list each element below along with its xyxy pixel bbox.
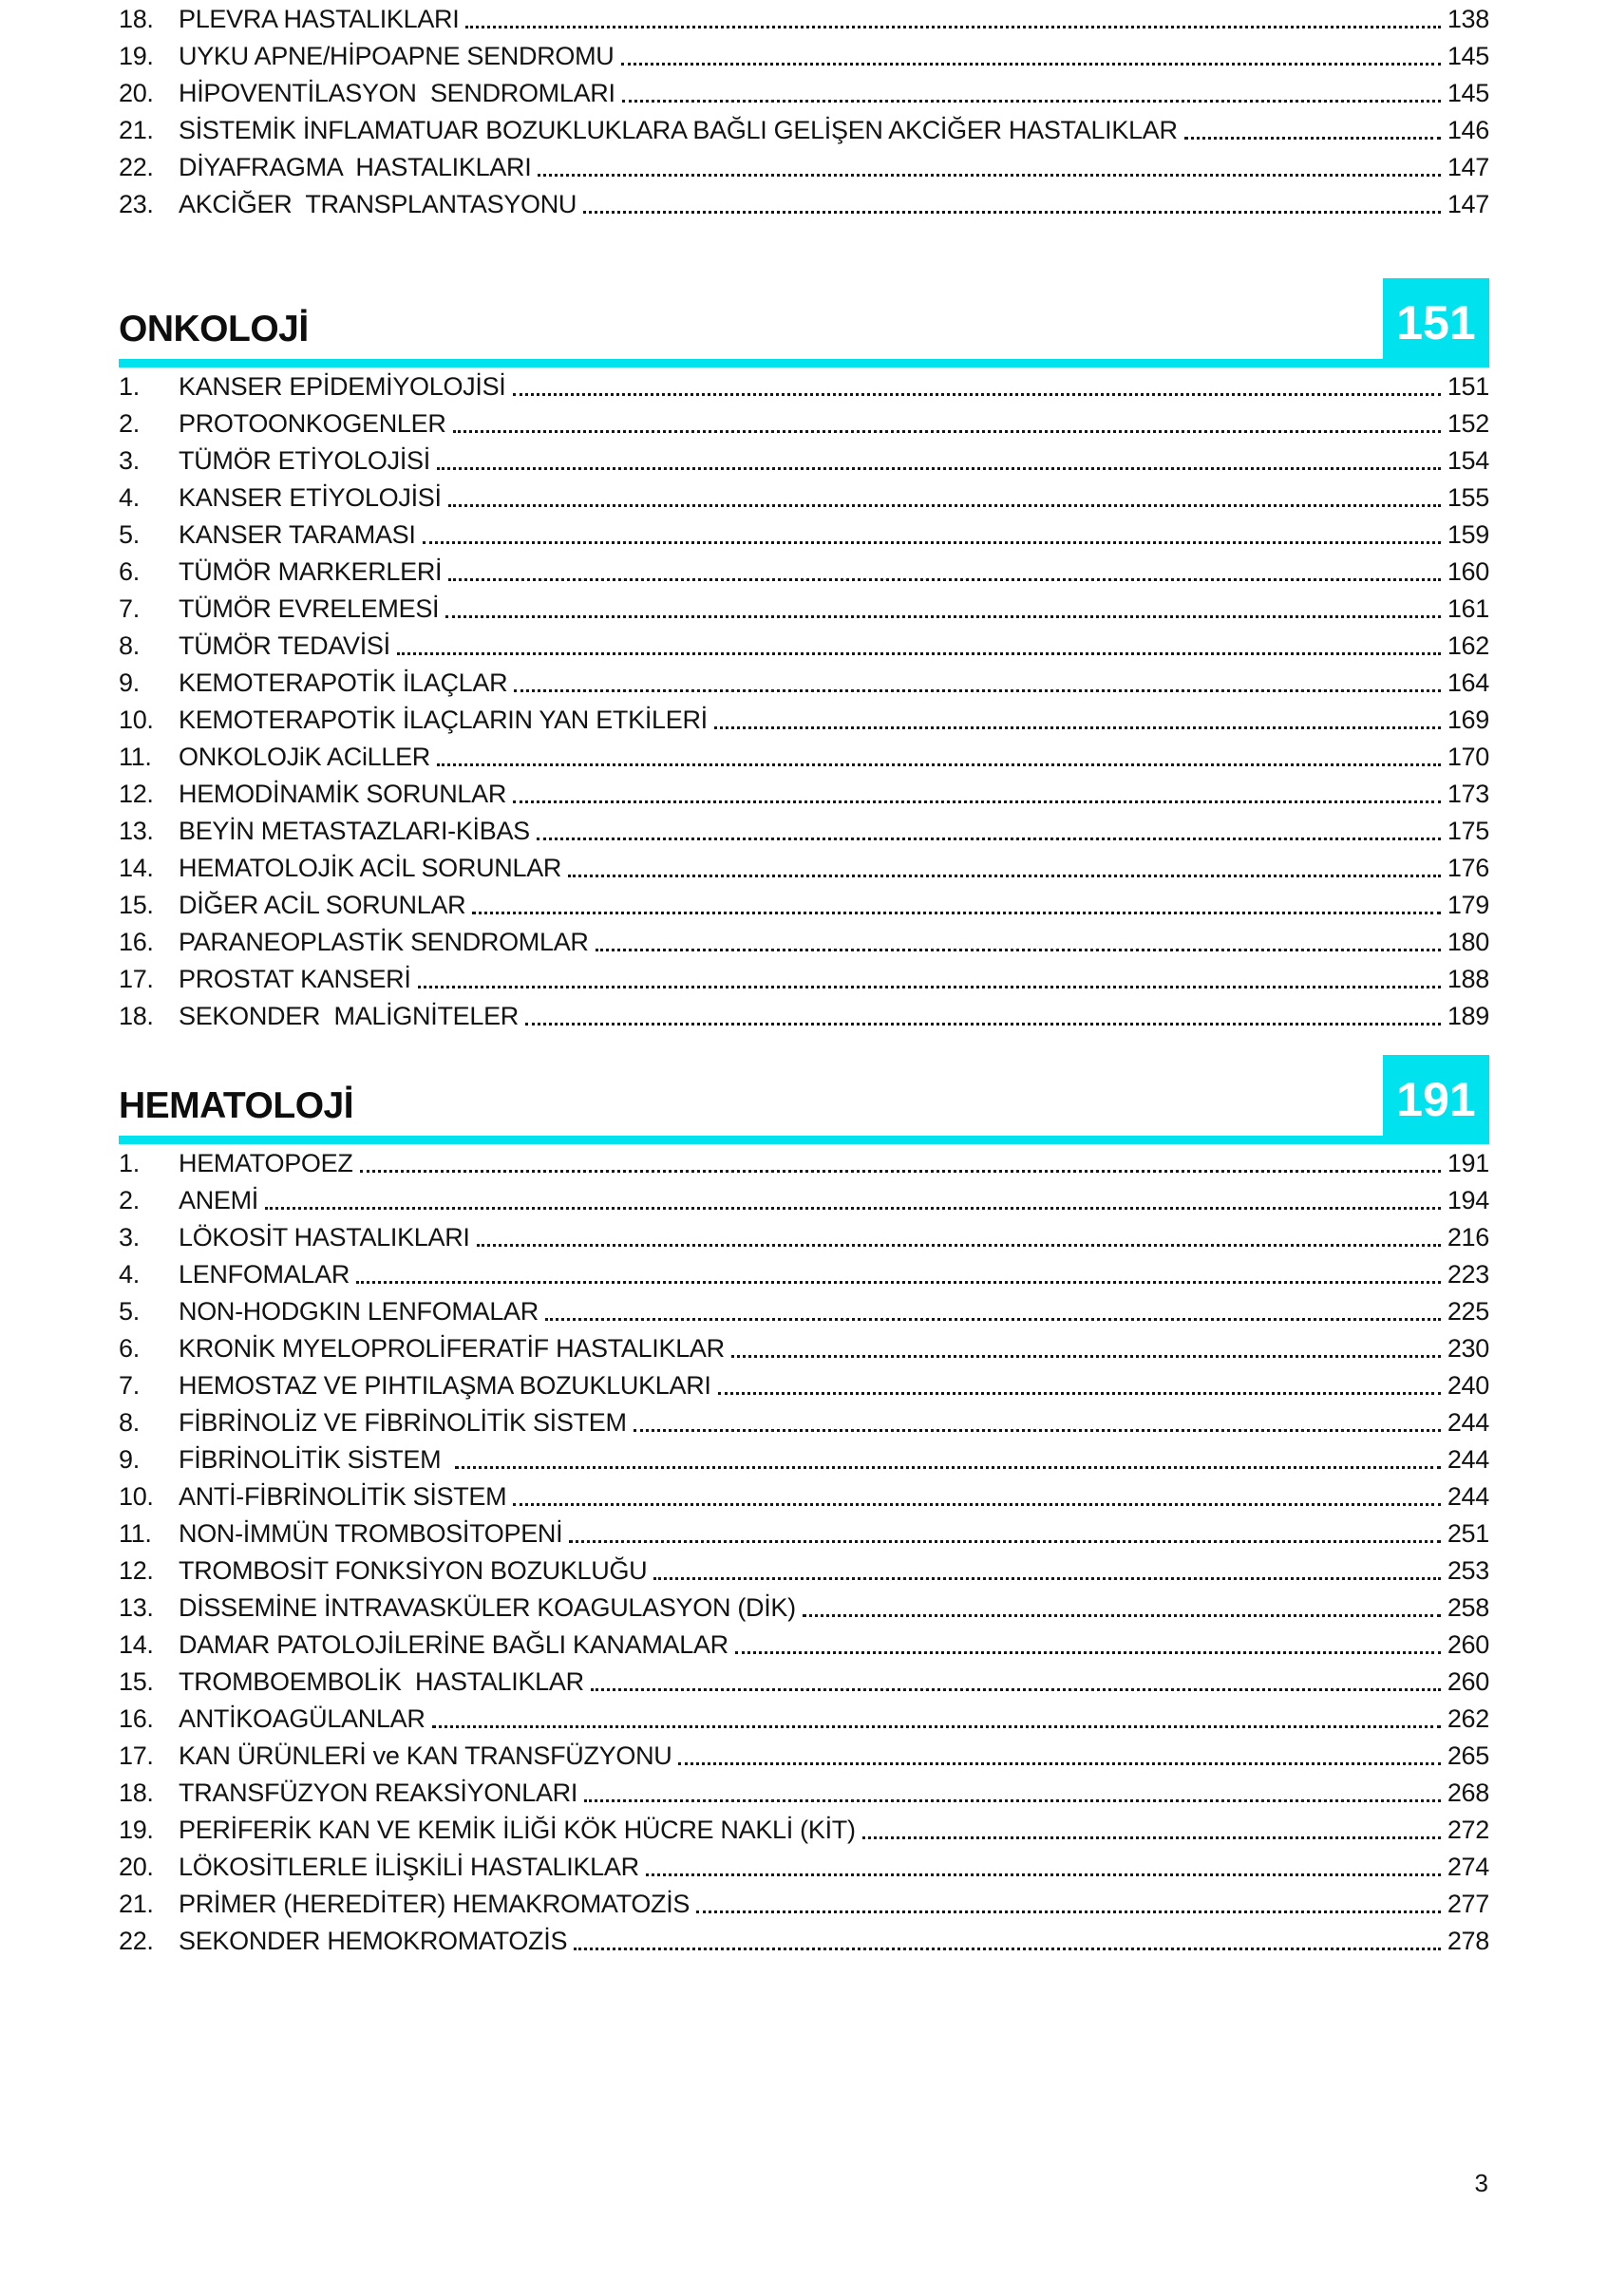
toc-entry-number: 2. [119,409,140,438]
toc-entry-number: 7. [119,594,140,623]
toc-entry [119,1626,1489,1663]
toc-leader-dots [538,174,1441,177]
toc-entry-page: 155 [1447,483,1489,512]
toc-entry-title: DİSSEMİNE İNTRAVASKÜLER KOAGULASYON (DİK) [179,1593,796,1622]
section-header-onkoloji [119,278,1489,367]
toc-entry-page: 230 [1447,1334,1489,1363]
toc-entry-page: 151 [1447,372,1489,401]
toc-leader-dots [513,1503,1441,1506]
toc-entry [119,553,1489,590]
toc-entry-number: 18. [119,1002,154,1030]
toc-entry-number: 9. [119,668,140,697]
toc-leader-dots [678,1762,1441,1765]
toc-entry [119,1885,1489,1922]
toc-entry-title: BEYİN METASTAZLARI-KİBAS [179,817,530,845]
toc-entry-title: UYKU APNE/HİPOAPNE SENDROMU [179,42,615,70]
toc-entry-title: KEMOTERAPOTİK İLAÇLAR [179,668,508,697]
toc-leader-dots [397,652,1441,655]
toc-entry-number: 20. [119,1853,154,1881]
toc-leader-dots [455,1466,1441,1469]
toc-entry-page: 180 [1447,928,1489,956]
toc-entry-page: 260 [1447,1667,1489,1696]
toc-entry-title: HEMATOPOEZ [179,1149,353,1177]
toc-leader-dots [513,800,1441,803]
toc-entry-title: KANSER ETİYOLOJİSİ [179,483,442,512]
toc-leader-dots [537,837,1441,840]
toc-entry-title: TÜMÖR MARKERLERİ [179,557,443,586]
toc-leader-dots [423,541,1441,544]
toc-entry-number: 3. [119,446,140,475]
toc-entry [119,738,1489,775]
toc-entry-title: PERİFERİK KAN VE KEMİK İLİĞİ KÖK HÜCRE NAKLİ (KİT) [179,1816,856,1844]
toc-entry-number: 19. [119,42,154,70]
toc-entry [119,74,1489,111]
toc-entry-page: 145 [1447,42,1489,70]
toc-entry-title: SEKONDER MALİGNİTELER [179,1002,519,1030]
toc-entry-number: 10. [119,706,154,734]
toc-entry-number: 19. [119,1816,154,1844]
toc-entry-number: 22. [119,153,154,181]
toc-entry-number: 18. [119,1778,154,1807]
toc-entry-title: HEMATOLOJİK ACİL SORUNLAR [179,854,562,882]
toc-entry [119,664,1489,701]
toc-entry-number: 6. [119,557,140,586]
toc-leader-dots [646,1873,1441,1876]
toc-leader-dots [634,1429,1441,1432]
section-underline [119,359,1489,367]
toc-entry-number: 14. [119,854,154,882]
toc-entry-number: 16. [119,1704,154,1733]
toc-entry-number: 20. [119,79,154,107]
toc-entry-title: PLEVRA HASTALIKLARI [179,5,460,33]
toc-entry-number: 6. [119,1334,140,1363]
toc-leader-dots [574,1948,1441,1950]
toc-entry [119,849,1489,886]
toc-entry-number: 21. [119,1890,154,1918]
toc-entry [119,1181,1489,1218]
toc-entry-number: 17. [119,965,154,993]
toc-entry-page: 160 [1447,557,1489,586]
toc-entry-page: 170 [1447,743,1489,771]
toc-entry-title: ONKOLOJiK ACiLLER [179,743,430,771]
toc-entry [119,590,1489,627]
toc-entry-title: LENFOMALAR [179,1260,350,1289]
toc-entry-number: 22. [119,1927,154,1955]
page-number-footer: 3 [1474,2169,1488,2197]
toc-leader-dots [356,1281,1441,1284]
toc-entry-number: 13. [119,817,154,845]
toc-entry [119,1218,1489,1255]
toc-entry-number: 5. [119,1297,140,1326]
toc-entry-title: DİYAFRAGMA HASTALIKLARI [179,153,532,181]
toc-entry-page: 145 [1447,79,1489,107]
toc-entry [119,627,1489,664]
toc-leader-dots [731,1355,1441,1358]
toc-entry-number: 4. [119,1260,140,1289]
toc-entry-page: 260 [1447,1630,1489,1659]
toc-entry-number: 15. [119,1667,154,1696]
toc-entry-number: 13. [119,1593,154,1622]
toc-entry-page: 175 [1447,817,1489,845]
toc-entry-page: 251 [1447,1519,1489,1548]
toc-entry-page: 169 [1447,706,1489,734]
toc-list-onkoloji [119,367,1489,1034]
toc-entry-title: ANEMİ [179,1186,259,1214]
toc-entry-number: 11. [119,743,152,771]
section-page-box: 191 [1383,1055,1489,1144]
toc-entry-page: 138 [1447,5,1489,33]
toc-entry [119,405,1489,442]
toc-entry-page: 194 [1447,1186,1489,1214]
toc-entry [119,997,1489,1034]
toc-entry-page: 265 [1447,1741,1489,1770]
toc-entry-title: PROSTAT KANSERİ [179,965,411,993]
toc-leader-dots [735,1651,1441,1654]
toc-entry-number: 8. [119,1408,140,1437]
section-hematoloji [119,1055,1489,1959]
toc-entry-page: 258 [1447,1593,1489,1622]
toc-leader-dots [525,1023,1441,1026]
toc-entry [119,1589,1489,1626]
toc-leader-dots [621,63,1442,66]
toc-entry [119,1366,1489,1403]
toc-entry-page: 146 [1447,116,1489,144]
toc-entry [119,1477,1489,1515]
toc-entry [119,37,1489,74]
toc-entry-page: 164 [1447,668,1489,697]
toc-entry [119,367,1489,405]
toc-entry [119,1292,1489,1329]
toc-entry-title: LÖKOSİTLERLE İLİŞKİLİ HASTALIKLAR [179,1853,639,1881]
toc-entry-page: 244 [1447,1482,1489,1511]
toc-leader-dots [437,763,1441,766]
toc-entry [119,185,1489,222]
toc-entry [119,1811,1489,1848]
toc-entry-number: 1. [119,1149,140,1177]
toc-entry [119,1440,1489,1477]
toc-entry-page: 240 [1447,1371,1489,1400]
toc-entry [119,1255,1489,1292]
toc-leader-dots [448,578,1441,581]
toc-entry-number: 16. [119,928,154,956]
toc-entry-page: 189 [1447,1002,1489,1030]
toc-entry-title: KEMOTERAPOTİK İLAÇLARIN YAN ETKİLERİ [179,706,708,734]
toc-entry-number: 12. [119,1556,154,1585]
toc-entry [119,1552,1489,1589]
toc-entry-title: PRİMER (HEREDİTER) HEMAKROMATOZİS [179,1890,690,1918]
toc-entry-page: 262 [1447,1704,1489,1733]
toc-entry [119,1848,1489,1885]
toc-entry-page: 272 [1447,1816,1489,1844]
toc-entry-title: AKCİĞER TRANSPLANTASYONU [179,190,577,218]
toc-entry [119,775,1489,812]
toc-entry-page: 277 [1447,1890,1489,1918]
toc-entry-title: TÜMÖR EVRELEMESİ [179,594,440,623]
toc-entry [119,1403,1489,1440]
toc-entry [119,111,1489,148]
toc-entry-title: FİBRİNOLİZ VE FİBRİNOLİTİK SİSTEM [179,1408,627,1437]
toc-entry-number: 2. [119,1186,140,1214]
toc-entry-page: 274 [1447,1853,1489,1881]
toc-entry-title: FİBRİNOLİTİK SİSTEM [179,1445,448,1474]
toc-entry [119,886,1489,923]
toc-entry-number: 7. [119,1371,140,1400]
toc-entry-number: 18. [119,5,154,33]
toc-leader-dots [360,1170,1441,1173]
toc-entry-page: 223 [1447,1260,1489,1289]
toc-entry [119,442,1489,479]
toc-entry-title: TÜMÖR ETİYOLOJİSİ [179,446,430,475]
toc-entry-page: 159 [1447,520,1489,549]
section-title: ONKOLOJİ [119,309,309,349]
toc-leader-dots [622,100,1441,103]
toc-entry-page: 253 [1447,1556,1489,1585]
toc-entry-number: 9. [119,1445,140,1474]
toc-leader-dots [583,211,1441,214]
toc-entry-number: 17. [119,1741,154,1770]
toc-entry-page: 161 [1447,594,1489,623]
toc-entry [119,1922,1489,1959]
section-title: HEMATOLOJİ [119,1085,354,1126]
toc-entry-title: ANTİ-FİBRİNOLİTİK SİSTEM [179,1482,507,1511]
toc-leader-dots [472,912,1441,914]
toc-entry-title: NON-İMMÜN TROMBOSİTOPENİ [179,1519,563,1548]
toc-leader-dots [596,949,1441,951]
toc-entry [119,923,1489,960]
toc-entry-title: ANTİKOAGÜLANLAR [179,1704,426,1733]
toc-entry [119,812,1489,849]
toc-entry-page: 191 [1447,1149,1489,1177]
toc-leader-dots [513,393,1442,396]
section-underline [119,1136,1489,1144]
toc-leader-dots [545,1318,1441,1321]
toc-entry-title: PARANEOPLASTİK SENDROMLAR [179,928,589,956]
toc-list-hematoloji [119,1144,1489,1959]
toc-leader-dots [653,1577,1441,1580]
toc-entry-page: 147 [1447,153,1489,181]
toc-entry-number: 8. [119,631,140,660]
toc-entry [119,960,1489,997]
toc-entry-title: NON-HODGKIN LENFOMALAR [179,1297,539,1326]
toc-leader-dots [696,1910,1441,1913]
toc-entry-title: KANSER EPİDEMİYOLOJİSİ [179,372,506,401]
toc-entry-title: TÜMÖR TEDAVİSİ [179,631,390,660]
toc-entry-title: TRANSFÜZYON REAKSİYONLARI [179,1778,578,1807]
toc-leader-dots [477,1244,1441,1247]
toc-entry [119,479,1489,516]
toc-leader-dots [718,1392,1441,1395]
section-onkoloji [119,278,1489,1034]
toc-leader-dots [445,615,1441,618]
toc-entry-title: SEKONDER HEMOKROMATOZİS [179,1927,568,1955]
toc-entry [119,1737,1489,1774]
toc-leader-dots [418,986,1441,988]
toc-entry [119,516,1489,553]
toc-entry-number: 10. [119,1482,154,1511]
toc-entry-title: LÖKOSİT HASTALIKLARI [179,1223,470,1252]
toc-leader-dots [568,875,1441,877]
toc-leader-dots [714,726,1441,729]
toc-entry-number: 3. [119,1223,140,1252]
toc-entry-title: TROMBOSİT FONKSİYON BOZUKLUĞU [179,1556,648,1585]
toc-leader-dots [265,1207,1441,1210]
toc-entry [119,701,1489,738]
toc-entry-title: KANSER TARAMASI [179,520,416,549]
toc-entry [119,1515,1489,1552]
toc-entry [119,148,1489,185]
toc-entry [119,1663,1489,1700]
toc-leader-dots [862,1836,1441,1839]
section-page-box: 151 [1383,278,1489,367]
toc-entry-number: 1. [119,372,140,401]
toc-entry-page: 162 [1447,631,1489,660]
toc-entry-number: 15. [119,891,154,919]
toc-entry-title: TROMBOEMBOLİK HASTALIKLAR [179,1667,584,1696]
toc-entry [119,0,1489,37]
toc-entry-title: HİPOVENTİLASYON SENDROMLARI [179,79,615,107]
toc-leader-dots [437,467,1441,470]
toc-entry-title: DİĞER ACİL SORUNLAR [179,891,466,919]
toc-entry-page: 173 [1447,780,1489,808]
toc-entry-page: 225 [1447,1297,1489,1326]
toc-entry [119,1774,1489,1811]
toc-entry [119,1329,1489,1366]
toc-entry [119,1144,1489,1181]
toc-entry-page: 268 [1447,1778,1489,1807]
toc-entry-page: 278 [1447,1927,1489,1955]
toc-leader-dots [569,1540,1441,1543]
toc-leader-dots [465,26,1441,28]
toc-entry-page: 244 [1447,1408,1489,1437]
toc-entry-number: 23. [119,190,154,218]
toc-entry-title: PROTOONKOGENLER [179,409,446,438]
toc-entry-title: DAMAR PATOLOJİLERİNE BAĞLI KANAMALAR [179,1630,728,1659]
toc-entry-page: 216 [1447,1223,1489,1252]
toc-leader-dots [514,689,1441,692]
toc-entry-title: HEMOSTAZ VE PIHTILAŞMA BOZUKLUKLARI [179,1371,711,1400]
toc-entry-page: 179 [1447,891,1489,919]
section-header-hematoloji [119,1055,1489,1144]
toc-entry-number: 21. [119,116,154,144]
toc-entry-page: 154 [1447,446,1489,475]
toc-entry-title: SİSTEMİK İNFLAMATUAR BOZUKLUKLARA BAĞLI GELİŞEN AKCİĞER HASTALIKLAR [179,116,1178,144]
toc-entry-number: 5. [119,520,140,549]
toc-leader-dots [448,504,1441,507]
toc-entry-title: KAN ÜRÜNLERİ ve KAN TRANSFÜZYONU [179,1741,672,1770]
toc-entry-page: 147 [1447,190,1489,218]
toc-entry-page: 188 [1447,965,1489,993]
toc-entry-number: 12. [119,780,154,808]
toc-entry-number: 14. [119,1630,154,1659]
toc-entry-page: 152 [1447,409,1489,438]
toc-entry-page: 176 [1447,854,1489,882]
toc-entry-number: 11. [119,1519,152,1548]
toc-leader-dots [432,1725,1441,1728]
toc-leader-dots [803,1614,1441,1617]
toc-list-continued [119,0,1489,222]
toc-entry [119,1700,1489,1737]
toc-leader-dots [1184,137,1441,140]
toc-leader-dots [453,430,1441,433]
toc-entry-number: 4. [119,483,140,512]
toc-leader-dots [591,1688,1441,1691]
toc-entry-title: HEMODİNAMİK SORUNLAR [179,780,507,808]
toc-entry-title: KRONİK MYELOPROLİFERATİF HASTALIKLAR [179,1334,725,1363]
toc-entry-page: 244 [1447,1445,1489,1474]
toc-leader-dots [584,1799,1441,1802]
